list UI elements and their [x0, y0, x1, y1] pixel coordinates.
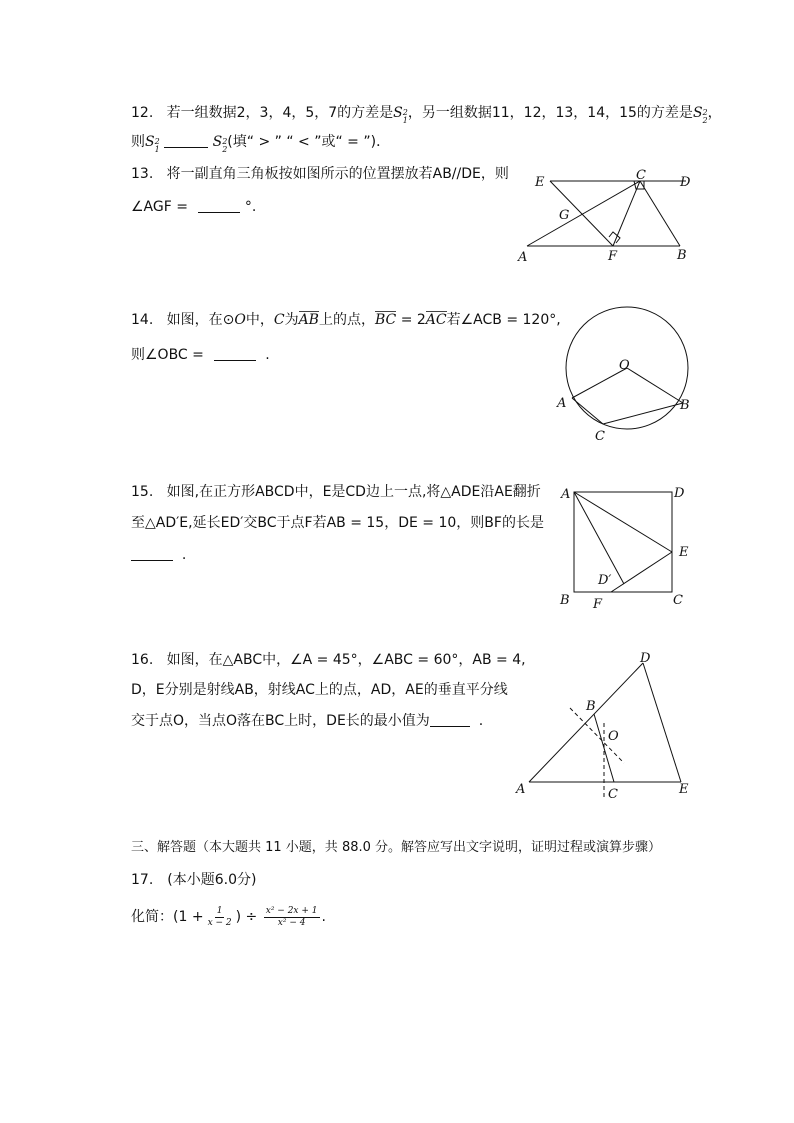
q16-label-B: B	[586, 699, 596, 714]
q13-label-A: A	[518, 250, 528, 265]
q14-label-C: C	[595, 429, 605, 444]
q16-line3	[131, 711, 483, 731]
q16-text-1: 如图，在△ABC中，∠A = 45°，∠ABC = 60°，AB = 4,	[166, 652, 526, 668]
q14-figure	[550, 295, 700, 445]
q15-text-2: 至△AD′E,延长ED′交BC于点F若AB = 15，DE = 10，则BF的长是	[131, 515, 544, 531]
q16-period: .	[478, 713, 484, 729]
q15-label-D: D	[674, 486, 685, 501]
q14-eq: = 2	[400, 312, 426, 328]
q13-label-C: C	[636, 168, 646, 183]
q16-answer-blank[interactable]	[430, 712, 470, 727]
q14-angle: 则∠OBC =	[131, 347, 204, 363]
q15-line2	[131, 513, 544, 533]
q17-expression	[131, 902, 326, 932]
q12-s2-b: S 2 2	[212, 134, 228, 154]
q13-text: 将一副直角三角板按如图所示的位置摆放若AB//DE，则	[166, 166, 509, 182]
q16-number: 16.	[131, 652, 154, 668]
q15-label-F: F	[593, 597, 603, 612]
q14-label-A: A	[557, 396, 567, 411]
q13-line1	[131, 164, 509, 184]
q12-then: 则	[131, 134, 145, 150]
q14-text-b: 中，	[245, 312, 274, 328]
q16-line1	[131, 650, 526, 670]
q14-text-a: 如图，在⊙	[166, 312, 235, 328]
q13-number: 13.	[131, 166, 154, 182]
q14-arc-ac: AC	[425, 312, 447, 328]
q14-chord-AC	[572, 398, 603, 424]
section-3-title: 三、解答题（本大题共 11 小题，共 88.0 分。解答应写出文字说明，证明过程或演算步骤）	[131, 840, 662, 855]
q14-text-c: 为	[284, 312, 299, 328]
q12-line2	[131, 132, 390, 154]
q15-period: .	[181, 547, 187, 563]
q16-figure	[510, 648, 710, 808]
q14-label-O: O	[619, 358, 630, 373]
q13-line-FC	[613, 181, 640, 246]
q14-text-e: 若∠ACB = 120°,	[446, 312, 561, 328]
q15-figure	[555, 480, 705, 615]
q15-line-ADp	[574, 492, 624, 584]
q15-label-B: B	[560, 593, 570, 608]
q15-line3	[131, 545, 186, 565]
q13-line2	[131, 197, 256, 217]
q13-figure	[510, 165, 710, 270]
q15-square	[574, 492, 672, 592]
q14-point-c: C	[273, 312, 285, 328]
q13-label-E: E	[535, 175, 545, 190]
q14-circle-o: O	[234, 312, 246, 328]
q15-label-E: E	[679, 545, 689, 560]
q15-line-EF	[611, 552, 672, 592]
q15-line-AE	[574, 492, 672, 552]
q17-divide: ) ÷	[235, 909, 258, 925]
q13-label-G: G	[559, 208, 570, 223]
q12-s1: S 2 1	[393, 105, 408, 125]
q15-text-1: 如图,在正方形ABCD中，E是CD边上一点,将△ADE沿AE翻折	[166, 484, 541, 500]
q13-answer-blank[interactable]	[198, 198, 240, 213]
q16-line2	[131, 680, 508, 700]
q16-label-E: E	[679, 782, 689, 797]
q17-prefix: 化简：(1 +	[131, 909, 204, 925]
q16-ray-AD	[529, 663, 643, 782]
q14-chord-CB	[603, 403, 683, 424]
q16-label-O: O	[608, 729, 619, 744]
q16-text-2: D，E分别是射线AB，射线AC上的点，AD，AE的垂直平分线	[131, 682, 508, 698]
q12-answer-blank[interactable]	[164, 133, 208, 148]
q12-hint: (填“ > ” “ < ”或“ = ”)．	[227, 134, 391, 150]
q15-line1	[131, 482, 541, 502]
q13-degree: °.	[244, 199, 257, 215]
q12-text-c: ，	[707, 105, 722, 121]
q13-label-D: D	[680, 175, 691, 190]
q15-label-C: C	[673, 593, 683, 608]
q13-line-CB	[640, 181, 680, 246]
q13-label-F: F	[608, 249, 618, 264]
q14-arc-bc: BC	[374, 312, 397, 328]
q13-angle: ∠AGF =	[131, 199, 188, 215]
q14-line2	[131, 345, 270, 365]
q15-label-A: A	[561, 487, 571, 502]
q17-period: .	[321, 909, 326, 925]
q12-number: 12.	[131, 105, 154, 121]
q16-text-3: 交于点O，当点O落在BC上时，DE长的最小值为	[131, 713, 430, 729]
q12-text-a: 若一组数据2，3，4，5，7的方差是	[166, 105, 394, 121]
q15-answer-blank[interactable]	[131, 546, 173, 561]
q14-line1	[131, 310, 561, 330]
q14-text-d: 上的点，	[318, 312, 375, 328]
q14-period: .	[265, 347, 270, 363]
q16-label-A: A	[516, 782, 526, 797]
q16-label-C: C	[608, 787, 618, 802]
q12-text-b: ，另一组数据11，12，13，14，15的方差是	[407, 105, 693, 121]
q14-label-B: B	[680, 398, 690, 413]
q14-radius-OB	[627, 368, 683, 403]
q14-answer-blank[interactable]	[214, 346, 256, 361]
q13-label-B: B	[677, 248, 687, 263]
q16-segment-DE	[643, 663, 681, 782]
q16-label-D: D	[640, 651, 651, 666]
q13-line-AC	[527, 181, 640, 246]
q12-s1-b: S 2 1	[145, 134, 160, 154]
q12-s2: S 2 2	[692, 105, 708, 125]
q15-number: 15.	[131, 484, 154, 500]
q14-arc-ab: AB	[298, 312, 319, 328]
q15-label-Dprime: D′	[598, 573, 612, 588]
q17-header: 17. (本小题6.0分)	[131, 872, 257, 888]
q12-line1	[131, 103, 722, 125]
q17-fraction-1: $\frac{1}{x - 2}$	[207, 905, 232, 928]
q14-number: 14.	[131, 312, 154, 328]
q17-fraction-2: $\frac{\text{x² − 2x + 1}}{\text{x² − 4}}$	[265, 905, 318, 928]
